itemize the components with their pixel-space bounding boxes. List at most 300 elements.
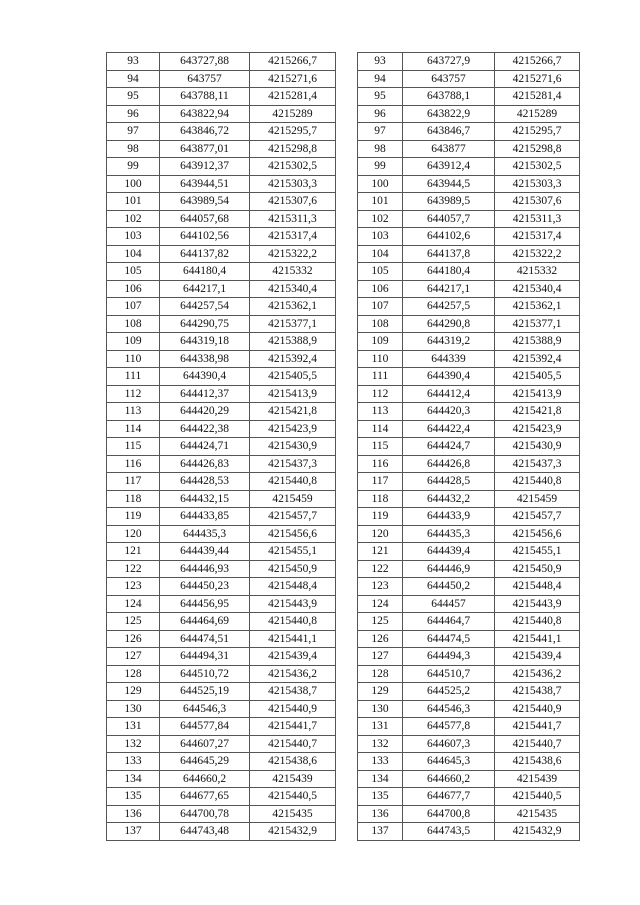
y-coordinate-cell: 4215432,9 [250,823,336,841]
y-coordinate-cell: 4215322,2 [495,245,580,263]
y-coordinate-cell: 4215317,4 [250,228,336,246]
point-number-cell: 109 [107,333,160,351]
y-coordinate-cell: 4215435 [495,805,580,823]
x-coordinate-cell: 643788,11 [160,88,250,106]
table-row [107,193,336,211]
x-coordinate-cell: 644432,15 [160,490,250,508]
y-coordinate-cell: 4215266,7 [250,53,336,71]
point-number-cell: 133 [107,753,160,771]
x-coordinate-cell: 644474,51 [160,630,250,648]
y-coordinate-cell: 4215423,9 [495,420,580,438]
x-coordinate-cell: 644435,3 [160,525,250,543]
point-number-cell: 134 [358,770,403,788]
x-coordinate-cell: 644257,5 [403,298,495,316]
x-coordinate-cell: 644743,48 [160,823,250,841]
point-number-cell: 116 [358,455,403,473]
x-coordinate-cell: 644426,8 [403,455,495,473]
point-number-cell: 113 [358,403,403,421]
table-row [107,53,336,71]
table-row [358,123,580,141]
x-coordinate-cell: 644607,27 [160,735,250,753]
point-number-cell: 106 [358,280,403,298]
y-coordinate-cell: 4215443,9 [495,595,580,613]
point-number-cell: 108 [358,315,403,333]
table-row [107,683,336,701]
x-coordinate-cell: 644102,6 [403,228,495,246]
y-coordinate-cell: 4215440,7 [250,735,336,753]
point-number-cell: 115 [358,438,403,456]
point-number-cell: 106 [107,280,160,298]
y-coordinate-cell: 4215311,3 [250,210,336,228]
y-coordinate-cell: 4215421,8 [495,403,580,421]
y-coordinate-cell: 4215340,4 [250,280,336,298]
x-coordinate-cell: 644439,44 [160,543,250,561]
point-number-cell: 132 [358,735,403,753]
y-coordinate-cell: 4215441,7 [495,718,580,736]
table-row [107,105,336,123]
table-row [107,805,336,823]
table-row [358,70,580,88]
table-row [358,315,580,333]
point-number-cell: 100 [107,175,160,193]
y-coordinate-cell: 4215450,9 [495,560,580,578]
y-coordinate-cell: 4215440,9 [495,700,580,718]
point-number-cell: 117 [107,473,160,491]
table-row [107,718,336,736]
table-row [107,438,336,456]
table-row [107,490,336,508]
point-number-cell: 103 [107,228,160,246]
table-row [358,718,580,736]
table-row [358,88,580,106]
y-coordinate-cell: 4215307,6 [495,193,580,211]
point-number-cell: 123 [358,578,403,596]
x-coordinate-cell: 643846,7 [403,123,495,141]
y-coordinate-cell: 4215440,7 [495,735,580,753]
point-number-cell: 96 [358,105,403,123]
y-coordinate-cell: 4215438,7 [250,683,336,701]
y-coordinate-cell: 4215441,1 [250,630,336,648]
table-row [358,228,580,246]
x-coordinate-cell: 644439,4 [403,543,495,561]
table-row [358,823,580,841]
point-number-cell: 128 [358,665,403,683]
table-row [107,508,336,526]
y-coordinate-cell: 4215362,1 [495,298,580,316]
x-coordinate-cell: 644525,2 [403,683,495,701]
table-row [358,665,580,683]
y-coordinate-cell: 4215322,2 [250,245,336,263]
x-coordinate-cell: 644700,78 [160,805,250,823]
point-number-cell: 125 [358,613,403,631]
x-coordinate-cell: 644102,56 [160,228,250,246]
y-coordinate-cell: 4215388,9 [250,333,336,351]
x-coordinate-cell: 644432,2 [403,490,495,508]
x-coordinate-cell: 644494,3 [403,648,495,666]
point-number-cell: 93 [358,53,403,71]
y-coordinate-cell: 4215392,4 [250,350,336,368]
x-coordinate-cell: 644424,71 [160,438,250,456]
point-number-cell: 127 [107,648,160,666]
point-number-cell: 137 [107,823,160,841]
point-number-cell: 118 [358,490,403,508]
table-row [358,683,580,701]
point-number-cell: 116 [107,455,160,473]
x-coordinate-cell: 643912,37 [160,158,250,176]
x-coordinate-cell: 644464,7 [403,613,495,631]
table-row [107,770,336,788]
y-coordinate-cell: 4215440,8 [495,473,580,491]
x-coordinate-cell: 643877,01 [160,140,250,158]
y-coordinate-cell: 4215456,6 [250,525,336,543]
x-coordinate-cell: 644057,68 [160,210,250,228]
y-coordinate-cell: 4215439,4 [250,648,336,666]
x-coordinate-cell: 644319,18 [160,333,250,351]
point-number-cell: 102 [358,210,403,228]
y-coordinate-cell: 4215289 [495,105,580,123]
table-row [107,665,336,683]
point-number-cell: 130 [358,700,403,718]
table-row [107,473,336,491]
table-row [358,175,580,193]
table-row [107,455,336,473]
x-coordinate-cell: 644660,2 [160,770,250,788]
x-coordinate-cell: 644290,75 [160,315,250,333]
point-number-cell: 98 [107,140,160,158]
x-coordinate-cell: 644525,19 [160,683,250,701]
x-coordinate-cell: 644428,5 [403,473,495,491]
y-coordinate-cell: 4215430,9 [495,438,580,456]
table-row [107,158,336,176]
y-coordinate-cell: 4215440,5 [495,788,580,806]
table-row [358,438,580,456]
point-number-cell: 120 [358,525,403,543]
table-row [358,700,580,718]
point-number-cell: 97 [107,123,160,141]
point-number-cell: 117 [358,473,403,491]
point-number-cell: 114 [107,420,160,438]
x-coordinate-cell: 644319,2 [403,333,495,351]
table-row [358,578,580,596]
point-number-cell: 95 [107,88,160,106]
x-coordinate-cell: 644464,69 [160,613,250,631]
x-coordinate-cell: 644456,95 [160,595,250,613]
point-number-cell: 120 [107,525,160,543]
x-coordinate-cell: 643788,1 [403,88,495,106]
point-number-cell: 122 [107,560,160,578]
x-coordinate-cell: 644446,9 [403,560,495,578]
point-number-cell: 130 [107,700,160,718]
table-row [107,735,336,753]
point-number-cell: 107 [107,298,160,316]
table-row [107,543,336,561]
x-coordinate-cell: 644433,9 [403,508,495,526]
y-coordinate-cell: 4215443,9 [250,595,336,613]
point-number-cell: 119 [107,508,160,526]
x-coordinate-cell: 644422,38 [160,420,250,438]
x-coordinate-cell: 644217,1 [403,280,495,298]
y-coordinate-cell: 4215392,4 [495,350,580,368]
table-row [358,193,580,211]
point-number-cell: 127 [358,648,403,666]
x-coordinate-cell: 644494,31 [160,648,250,666]
table-row [107,595,336,613]
y-coordinate-cell: 4215421,8 [250,403,336,421]
table-row [358,560,580,578]
table-row [107,578,336,596]
point-number-cell: 136 [358,805,403,823]
coordinates-table-right [357,52,580,841]
y-coordinate-cell: 4215405,5 [250,368,336,386]
x-coordinate-cell: 644450,23 [160,578,250,596]
y-coordinate-cell: 4215302,5 [495,158,580,176]
point-number-cell: 112 [107,385,160,403]
point-number-cell: 94 [358,70,403,88]
table-row [358,455,580,473]
point-number-cell: 94 [107,70,160,88]
table-row [358,53,580,71]
x-coordinate-cell: 644180,4 [160,263,250,281]
table-row [358,403,580,421]
point-number-cell: 136 [107,805,160,823]
y-coordinate-cell: 4215303,3 [250,175,336,193]
table-row [107,648,336,666]
y-coordinate-cell: 4215440,5 [250,788,336,806]
y-coordinate-cell: 4215457,7 [495,508,580,526]
point-number-cell: 134 [107,770,160,788]
y-coordinate-cell: 4215457,7 [250,508,336,526]
x-coordinate-cell: 643846,72 [160,123,250,141]
y-coordinate-cell: 4215459 [250,490,336,508]
point-number-cell: 93 [107,53,160,71]
x-coordinate-cell: 644510,7 [403,665,495,683]
table-row [358,140,580,158]
x-coordinate-cell: 644450,2 [403,578,495,596]
x-coordinate-cell: 644426,83 [160,455,250,473]
table-row [358,753,580,771]
point-number-cell: 128 [107,665,160,683]
table-row [107,368,336,386]
x-coordinate-cell: 644510,72 [160,665,250,683]
table-row [107,350,336,368]
point-number-cell: 119 [358,508,403,526]
y-coordinate-cell: 4215440,9 [250,700,336,718]
point-number-cell: 115 [107,438,160,456]
y-coordinate-cell: 4215439,4 [495,648,580,666]
y-coordinate-cell: 4215437,3 [495,455,580,473]
x-coordinate-cell: 644677,7 [403,788,495,806]
x-coordinate-cell: 643944,51 [160,175,250,193]
point-number-cell: 108 [107,315,160,333]
x-coordinate-cell: 643727,9 [403,53,495,71]
point-number-cell: 99 [107,158,160,176]
table-row [107,630,336,648]
x-coordinate-cell: 643822,9 [403,105,495,123]
y-coordinate-cell: 4215436,2 [250,665,336,683]
y-coordinate-cell: 4215438,6 [250,753,336,771]
x-coordinate-cell: 644217,1 [160,280,250,298]
table-row [107,560,336,578]
point-number-cell: 129 [358,683,403,701]
table-row [358,595,580,613]
table-row [358,735,580,753]
x-coordinate-cell: 644446,93 [160,560,250,578]
table-row [107,210,336,228]
point-number-cell: 103 [358,228,403,246]
point-number-cell: 105 [358,263,403,281]
y-coordinate-cell: 4215295,7 [495,123,580,141]
table-row [358,368,580,386]
point-number-cell: 95 [358,88,403,106]
point-number-cell: 131 [358,718,403,736]
table-row [358,805,580,823]
point-number-cell: 114 [358,420,403,438]
point-number-cell: 131 [107,718,160,736]
y-coordinate-cell: 4215298,8 [250,140,336,158]
y-coordinate-cell: 4215440,8 [250,613,336,631]
point-number-cell: 132 [107,735,160,753]
table-row [358,350,580,368]
table-row [107,88,336,106]
x-coordinate-cell: 643822,94 [160,105,250,123]
x-coordinate-cell: 644290,8 [403,315,495,333]
x-coordinate-cell: 644433,85 [160,508,250,526]
y-coordinate-cell: 4215450,9 [250,560,336,578]
point-number-cell: 124 [107,595,160,613]
point-number-cell: 118 [107,490,160,508]
x-coordinate-cell: 644420,3 [403,403,495,421]
y-coordinate-cell: 4215377,1 [250,315,336,333]
table-row [107,263,336,281]
table-row [107,613,336,631]
x-coordinate-cell: 644677,65 [160,788,250,806]
x-coordinate-cell: 643877 [403,140,495,158]
x-coordinate-cell: 644457 [403,595,495,613]
y-coordinate-cell: 4215332 [250,263,336,281]
table-row [107,123,336,141]
point-number-cell: 129 [107,683,160,701]
y-coordinate-cell: 4215298,8 [495,140,580,158]
table-row [107,525,336,543]
y-coordinate-cell: 4215271,6 [495,70,580,88]
table-row [107,788,336,806]
x-coordinate-cell: 644645,29 [160,753,250,771]
table-row [358,280,580,298]
y-coordinate-cell: 4215455,1 [250,543,336,561]
x-coordinate-cell: 644435,3 [403,525,495,543]
y-coordinate-cell: 4215439 [250,770,336,788]
y-coordinate-cell: 4215455,1 [495,543,580,561]
coordinates-table-left [106,52,336,841]
y-coordinate-cell: 4215440,8 [495,613,580,631]
y-coordinate-cell: 4215307,6 [250,193,336,211]
x-coordinate-cell: 644577,84 [160,718,250,736]
table-row [107,403,336,421]
table-row [107,420,336,438]
table-row [358,788,580,806]
point-number-cell: 125 [107,613,160,631]
point-number-cell: 98 [358,140,403,158]
point-number-cell: 112 [358,385,403,403]
x-coordinate-cell: 644546,3 [160,700,250,718]
x-coordinate-cell: 644424,7 [403,438,495,456]
y-coordinate-cell: 4215438,6 [495,753,580,771]
y-coordinate-cell: 4215432,9 [495,823,580,841]
point-number-cell: 104 [107,245,160,263]
point-number-cell: 105 [107,263,160,281]
table-row [358,245,580,263]
point-number-cell: 121 [107,543,160,561]
point-number-cell: 126 [358,630,403,648]
point-number-cell: 133 [358,753,403,771]
table-row [358,298,580,316]
y-coordinate-cell: 4215281,4 [495,88,580,106]
table-row [358,420,580,438]
y-coordinate-cell: 4215362,1 [250,298,336,316]
point-number-cell: 111 [107,368,160,386]
point-number-cell: 123 [107,578,160,596]
point-number-cell: 101 [358,193,403,211]
x-coordinate-cell: 644422,4 [403,420,495,438]
table-row [358,770,580,788]
x-coordinate-cell: 644339 [403,350,495,368]
table-row [107,823,336,841]
table-row [107,245,336,263]
y-coordinate-cell: 4215438,7 [495,683,580,701]
y-coordinate-cell: 4215448,4 [495,578,580,596]
x-coordinate-cell: 644743,5 [403,823,495,841]
x-coordinate-cell: 643944,5 [403,175,495,193]
x-coordinate-cell: 644412,37 [160,385,250,403]
table-row [107,140,336,158]
y-coordinate-cell: 4215332 [495,263,580,281]
x-coordinate-cell: 644180,4 [403,263,495,281]
table-row [107,175,336,193]
x-coordinate-cell: 644390,4 [160,368,250,386]
x-coordinate-cell: 643989,54 [160,193,250,211]
point-number-cell: 135 [358,788,403,806]
point-number-cell: 126 [107,630,160,648]
y-coordinate-cell: 4215456,6 [495,525,580,543]
x-coordinate-cell: 644700,8 [403,805,495,823]
x-coordinate-cell: 644057,7 [403,210,495,228]
point-number-cell: 109 [358,333,403,351]
point-number-cell: 102 [107,210,160,228]
y-coordinate-cell: 4215303,3 [495,175,580,193]
table-row [358,648,580,666]
y-coordinate-cell: 4215441,7 [250,718,336,736]
y-coordinate-cell: 4215317,4 [495,228,580,246]
x-coordinate-cell: 643912,4 [403,158,495,176]
y-coordinate-cell: 4215413,9 [250,385,336,403]
x-coordinate-cell: 643989,5 [403,193,495,211]
x-coordinate-cell: 643727,88 [160,53,250,71]
y-coordinate-cell: 4215423,9 [250,420,336,438]
point-number-cell: 137 [358,823,403,841]
y-coordinate-cell: 4215439 [495,770,580,788]
y-coordinate-cell: 4215302,5 [250,158,336,176]
table-row [358,543,580,561]
y-coordinate-cell: 4215448,4 [250,578,336,596]
y-coordinate-cell: 4215289 [250,105,336,123]
y-coordinate-cell: 4215340,4 [495,280,580,298]
point-number-cell: 110 [358,350,403,368]
point-number-cell: 96 [107,105,160,123]
table-row [107,315,336,333]
table-row [107,700,336,718]
y-coordinate-cell: 4215430,9 [250,438,336,456]
x-coordinate-cell: 644412,4 [403,385,495,403]
